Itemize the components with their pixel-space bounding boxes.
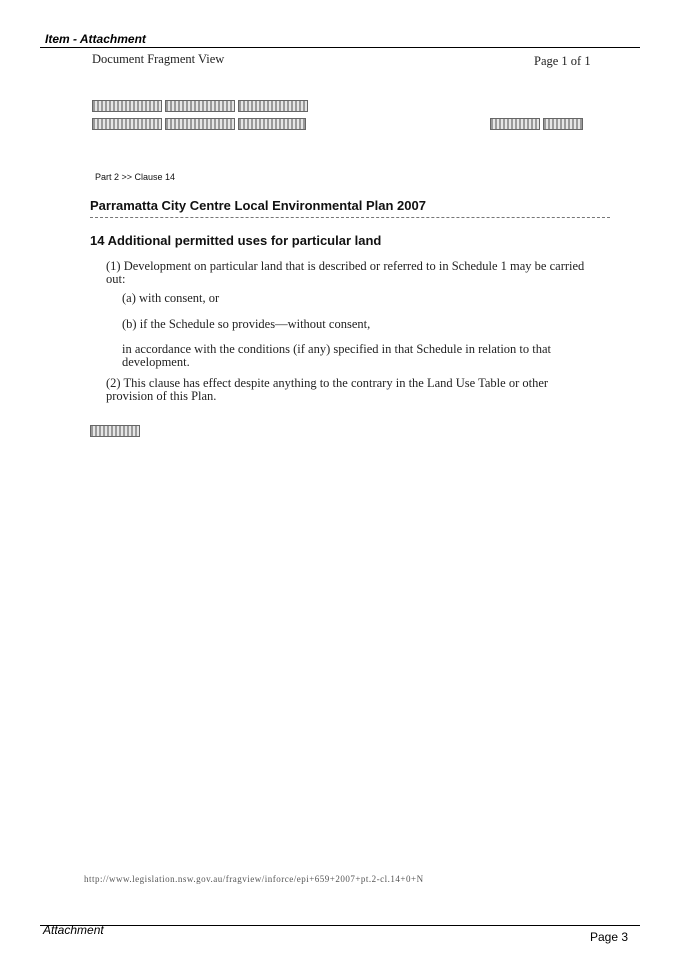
nav-button[interactable] xyxy=(490,118,540,130)
nav-button[interactable] xyxy=(92,100,162,112)
footer-url: http://www.legislation.nsw.gov.au/fragview/inforce/epi+659+2007+pt.2-cl.14+0+N xyxy=(84,874,424,884)
footer-rule xyxy=(40,925,640,926)
clause-2: (2) This clause has effect despite anything to the contrary in the Land Use Table or other provision of this Plan. xyxy=(106,376,549,403)
footer-page-number: Page 3 xyxy=(590,930,629,944)
nav-button[interactable] xyxy=(238,100,308,112)
nav-button[interactable] xyxy=(92,118,162,130)
clause-1: (1) Development on particular land that is described or referred to in Schedule 1 may be carried out: xyxy=(106,259,585,286)
clause-1-tail: in accordance with the conditions (if any) specified in that Schedule in relation to that development. xyxy=(122,342,552,369)
nav-button[interactable] xyxy=(165,118,235,130)
nav-button[interactable] xyxy=(543,118,583,130)
top-of-page-button[interactable] xyxy=(90,425,140,437)
nav-button[interactable] xyxy=(238,118,306,130)
header-rule xyxy=(40,47,640,48)
clause-1b: (b) if the Schedule so provides—without consent, xyxy=(122,317,371,331)
item-attachment-label: Item - Attachment xyxy=(45,32,146,46)
act-title: Parramatta City Centre Local Environmental Plan 2007 xyxy=(90,198,426,213)
page-counter: Page 1 of 1 xyxy=(534,54,591,68)
section-heading: 14 Additional permitted uses for particular land xyxy=(90,233,382,248)
footer-attachment-label: Attachment xyxy=(43,923,104,937)
nav-button[interactable] xyxy=(165,100,235,112)
clause-1a: (a) with consent, or xyxy=(122,291,220,305)
title-divider xyxy=(90,217,610,218)
document-fragment-view-title: Document Fragment View xyxy=(92,52,225,66)
breadcrumb: Part 2 >> Clause 14 xyxy=(95,172,176,182)
